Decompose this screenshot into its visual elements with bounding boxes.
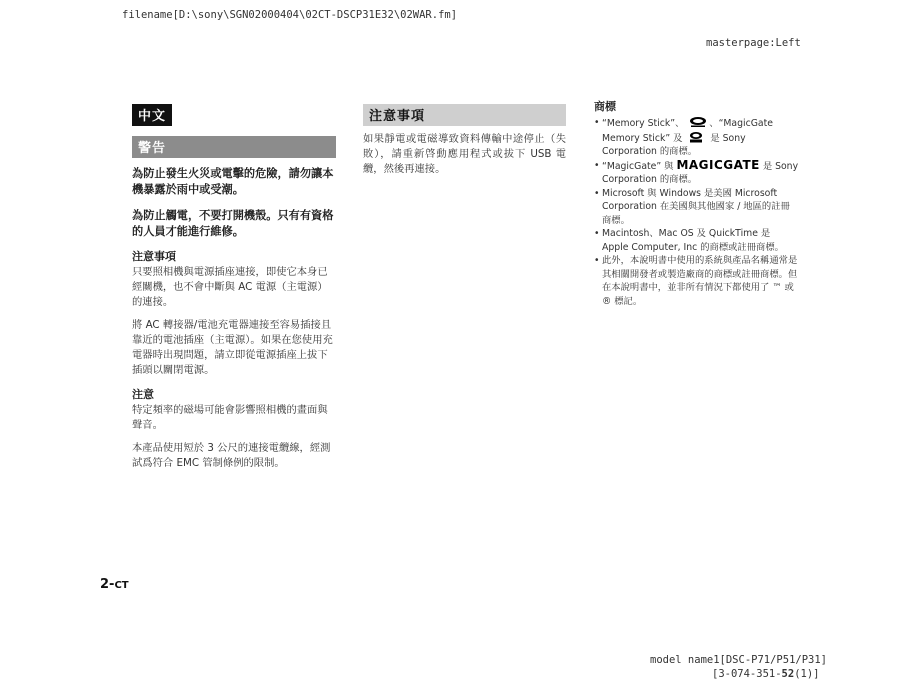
left-column: [132, 104, 336, 471]
language-tag: 中文: [132, 104, 172, 126]
header-filename: filename[D:\sony\SGN02000404\02CT-DSCP31E32\02WAR.fm]: [122, 9, 458, 21]
warning-heading: 警告: [132, 136, 336, 158]
footer-code: [3-074-351-52(1)]: [712, 668, 820, 680]
caution-paragraph-2: 將 AC 轉接器/電池充電器連接至容易插接且靠近的電池插座（主電源）。如果在您使用充電器時出現問題，請立即從電源插座上拔下插頭以關閉電源。: [132, 319, 333, 376]
trademark-item: • Microsoft 與 Windows 是美國 Microsoft Corporation 在美國與其他國家 / 地區的註冊商標。: [594, 187, 799, 228]
warning-shock: 為防止觸電，不要打開機殼。只有有資格的人員才能進行維修。: [132, 209, 334, 238]
trademark-item: • “Memory Stick”、 、“MagicGate Memory Stick” 及 是 Sony Corporation 的商標。: [594, 116, 799, 159]
note-paragraph-2: 本產品使用短於 3 公尺的連接電纜線，經測試爲符合 EMC 管制條例的限制。: [132, 442, 331, 469]
trademark-list: [594, 116, 799, 308]
note-paragraph-1: 特定頻率的磁場可能會影響照相機的畫面與聲音。: [132, 404, 328, 431]
page-number: 2-CT: [100, 577, 129, 592]
magicgate-logo: MAGICGATE: [676, 157, 760, 172]
caution-paragraph-1: 只要照相機與電源插座連接，即使它本身已經關機，也不會中斷與 AC 電源（主電源）的連接。: [132, 266, 328, 308]
trademark-heading: 商標: [594, 100, 616, 113]
footer-model: model name1[DSC-P71/P51/P31]: [650, 654, 828, 666]
header-masterpage: masterpage:Left: [706, 37, 801, 49]
magicgate-memory-stick-logo-icon: [685, 131, 707, 143]
note-heading: 注意: [132, 388, 154, 401]
caution-heading: 注意事項: [132, 250, 176, 263]
notice-paragraph: 如果靜電或電磁導致資料傳輸中途停止（失敗），請重新啓動應用程式或拔下 USB 電纜，然後再連接。: [363, 133, 566, 175]
middle-column: [363, 104, 566, 177]
notice-heading: 注意事項: [363, 104, 566, 126]
warning-fire: 為防止發生火災或電擊的危險，請勿讓本機暴露於雨中或受潮。: [132, 167, 334, 196]
memory-stick-logo-icon: [687, 116, 709, 128]
right-column: [594, 100, 799, 308]
trademark-item: • Macintosh、Mac OS 及 QuickTime 是 Apple Computer, Inc 的商標或註冊商標。: [594, 227, 799, 254]
trademark-item: • “MagicGate” 與 MAGICGATE 是 Sony Corporation 的商標。: [594, 159, 799, 187]
trademark-item: • 此外，本說明書中使用的系統與產品名稱通常是其相關開發者或製造廠商的商標或註冊商標。但在本說明書中，並非所有情況下都使用了 ™ 或 ® 標記。: [594, 254, 799, 308]
